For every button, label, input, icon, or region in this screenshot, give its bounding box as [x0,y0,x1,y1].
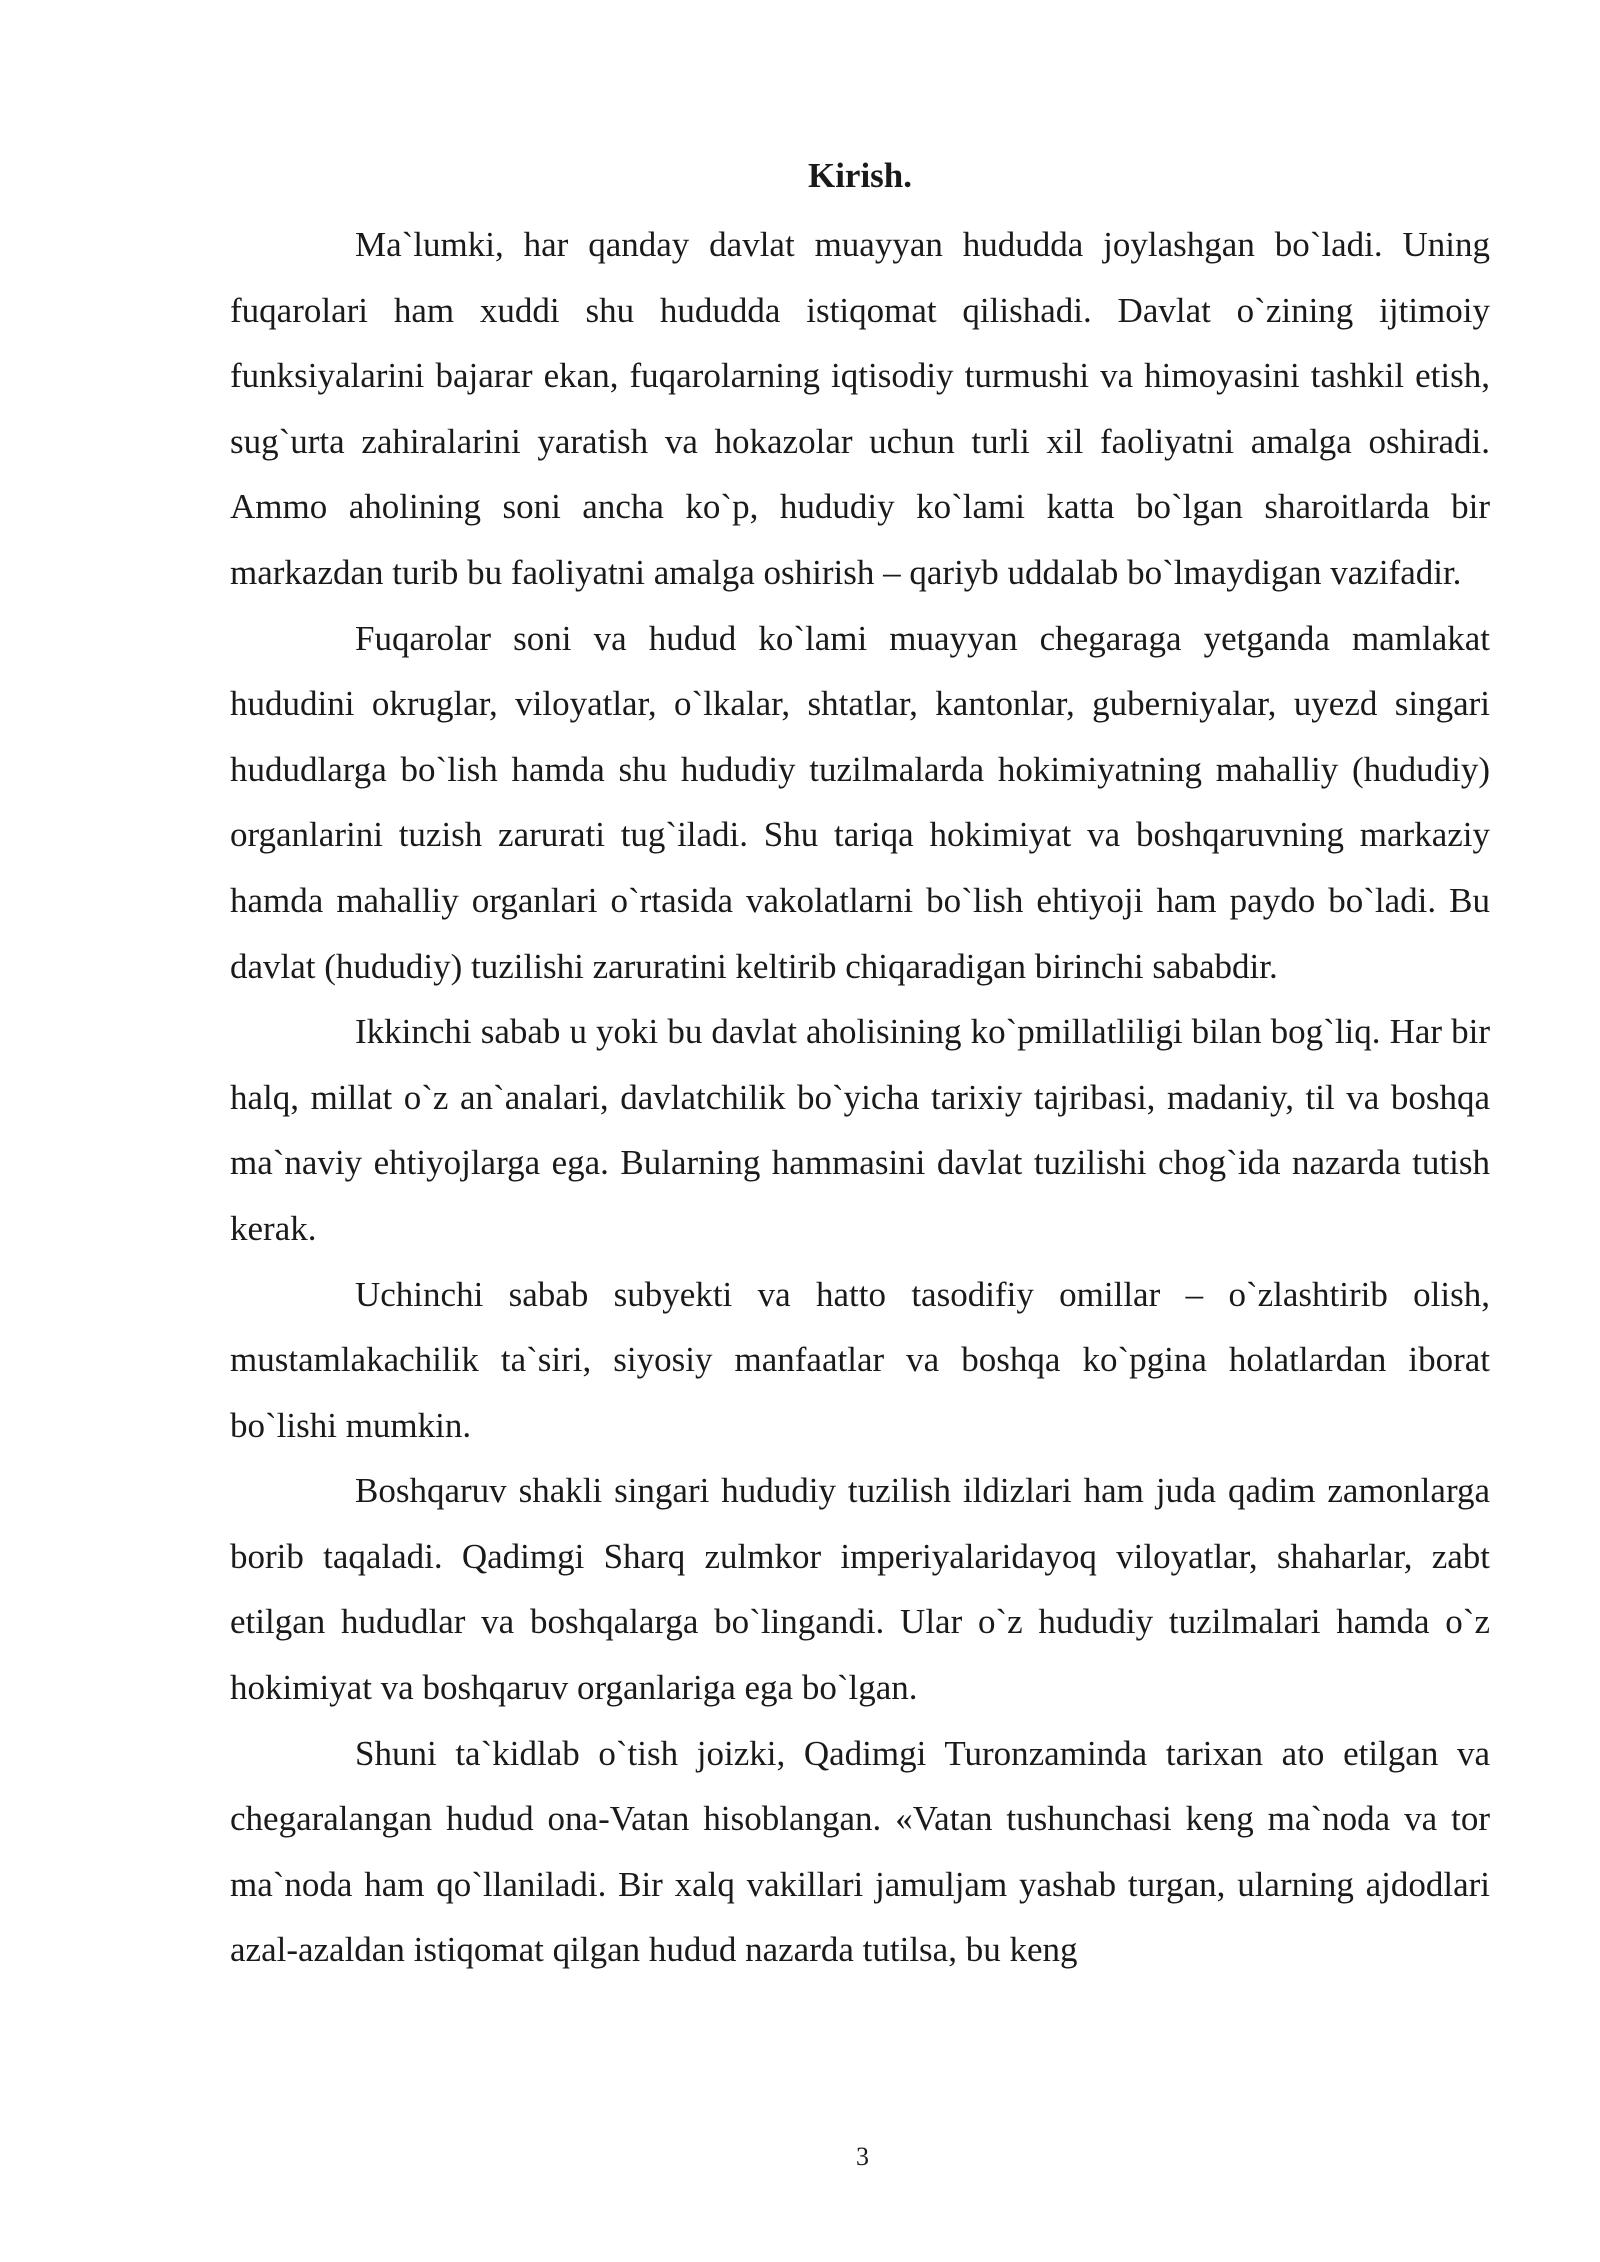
section-heading: Kirish. [807,156,913,195]
paragraph-third-reason: Uchinchi sabab subyekti va hatto tasodifiy omillar – o`zlashtirib olish, mustamlakachilik ta`siri, siyosiy manfaatlar va boshqa ko`pgina holatlardan iborat bo`lishi mumkin. [230,1274,1490,1445]
paragraph-intro: Ma`lumki, har qanday davlat muayyan hududda joylashgan bo`ladi. Uning fuqarolari ham xuddi shu hududda istiqomat qilishadi. Davlat o`zining ijtimoiy funksiyalarini bajarar ekan, fuqarolarning iqtisodiy turmushi va himoyasini tashkil etish, sug`urta zahiralarini yaratish va hokazolar uchun turli xil faoliyatni amalga oshiradi. Ammo aholining soni ancha ko`p, hududiy ko`lami katta bo`lgan sharoitlarda bir markazdan turib bu faoliyatni amalga oshirish – qariyb uddalab bo`lmaydigan vazifadir. [230,225,1490,592]
paragraph-turonzamin: Shuni ta`kidlab o`tish joizki, Qadimgi Turonzaminda tarixan ato etilgan va chegaralangan hudud ona-Vatan hisoblangan. «Vatan tushunchasi keng ma`noda va tor ma`noda ham qo`llaniladi. Bir xalq vakillari jamuljam yashab turgan, ularning ajdodlari azal-azaldan istiqomat qilgan hudud nazarda tutilsa, bu keng [230,1733,1490,1970]
body-text [230,212,1490,1983]
paragraph-second-reason: Ikkinchi sabab u yoki bu davlat aholisining ko`pmillatliligi bilan bog`liq. Har bir halq, millat o`z an`analari, davlatchilik bo`yicha tarixiy tajribasi, madaniy, til va boshqa ma`naviy ehtiyojlarga ega. Bularning hammasini davlat tuzilishi chog`ida nazarda tutish kerak. [230,1012,1490,1248]
page-number: 3 [856,2142,869,2171]
paragraph-history: Boshqaruv shakli singari hududiy tuzilish ildizlari ham juda qadim zamonlarga borib taqaladi. Qadimgi Sharq zulmkor imperiyalaridayoq viloyatlar, shaharlar, zabt etilgan hududlar va boshqalarga bo`lingandi. Ular o`z hududiy tuzilmalari hamda o`z hokimiyat va boshqaruv organlariga ega bo`lgan. [230,1471,1490,1708]
paragraph-first-reason: Fuqarolar soni va hudud ko`lami muayyan chegaraga yetganda mamlakat hududini okruglar, viloyatlar, o`lkalar, shtatlar, kantonlar, guberniyalar, uyezd singari hududlarga bo`lish hamda shu hududiy tuzilmalarda hokimiyatning mahalliy (hududiy) organlarini tuzish zarurati tug`iladi. Shu tariqa hokimiyat va boshqaruvning markaziy hamda mahalliy organlari o`rtasida vakolatlarni bo`lish ehtiyoji ham paydo bo`ladi. Bu davlat (hududiy) tuzilishi zaruratini keltirib chiqaradigan birinchi sababdir. [230,618,1490,986]
